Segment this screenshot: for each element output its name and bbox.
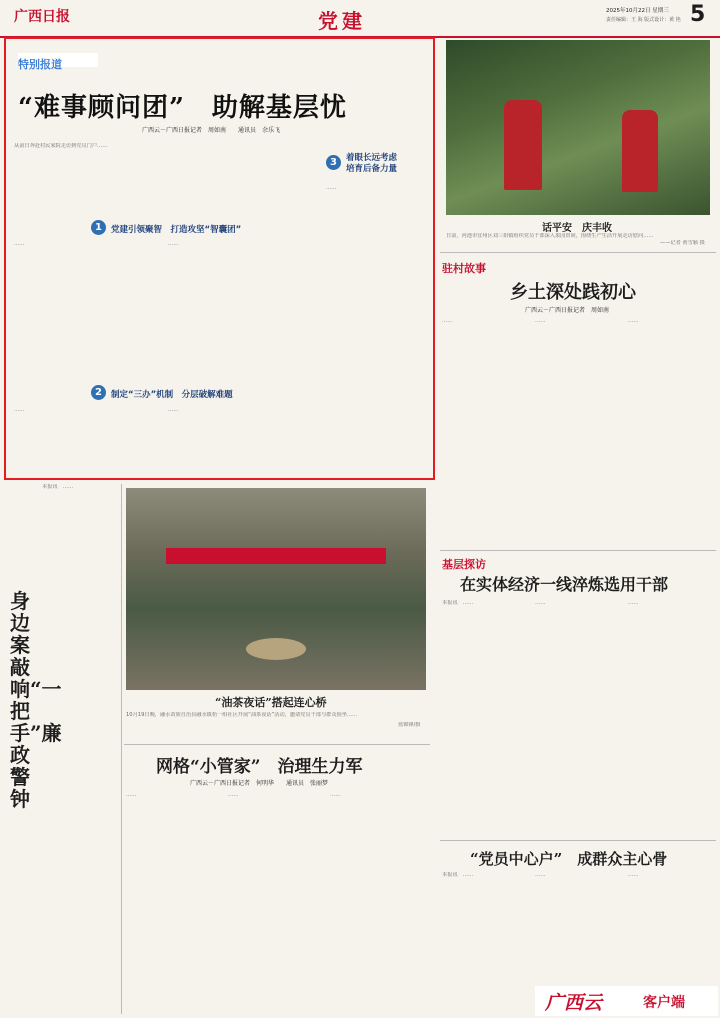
- masthead: [0, 0, 720, 38]
- divider: [440, 550, 716, 551]
- story2-col3: ……: [628, 318, 639, 324]
- story2-byline: 广西云－广西日报记者 周如南: [525, 307, 610, 314]
- photo-banner: [166, 548, 386, 564]
- story5-headline: “党员中心户” 成群众主心骨: [470, 850, 668, 868]
- story4-col2: ……: [228, 792, 239, 798]
- subhead-2-number: 2: [91, 385, 106, 400]
- editors-line: 责任编辑：王 海 版式设计：黄 艳: [606, 17, 681, 23]
- story5-col1: 本报讯 ……: [442, 872, 474, 878]
- story4-col3: ……: [330, 792, 341, 798]
- photo-figure-2: [622, 110, 658, 192]
- subhead-3-number: 3: [326, 155, 341, 170]
- feature-article: [4, 37, 435, 480]
- side-text: 本报讯 ……: [42, 484, 74, 490]
- photo-oil-tea-talk: [126, 488, 426, 690]
- feature-col1-text: ……: [14, 241, 25, 247]
- story5-col3: ……: [628, 872, 639, 878]
- issue-date: 2025年10月22日 星期三: [606, 8, 669, 14]
- feature-tag-label: 特别报道: [18, 58, 62, 71]
- story2-col2: ……: [535, 318, 546, 324]
- feature-col5-text: ……: [326, 185, 337, 191]
- photo-farm-visit: [446, 40, 710, 215]
- story2-col1: ……: [442, 318, 453, 324]
- app-client-label: 客户端: [643, 995, 685, 1011]
- app-brand: 广西云: [545, 992, 603, 1014]
- story3-tag: 基层探访: [442, 558, 486, 571]
- divider: [440, 252, 716, 253]
- photo1-desc: 日前，河池市宜州区刘三姐镇组织党员干部深入果园田间，围绕生产生活开展走访慰问……: [446, 233, 654, 239]
- subhead-1-number: 1: [91, 220, 106, 235]
- feature-col3-text: ……: [14, 407, 25, 413]
- story2-headline: 乡土深处践初心: [510, 282, 636, 303]
- masthead-logo: 广西日报: [14, 9, 70, 25]
- photo2-credit: 蓝锦锋/摄: [398, 722, 421, 728]
- feature-byline: 广西云－广西日报记者 周如南 通讯员 余乐飞: [142, 127, 281, 134]
- story2-tag: 驻村故事: [442, 262, 486, 275]
- photo2-desc: 10月19日晚，融水苗族自治县融水镇梧一组社区开展“油茶夜话”活动，邀请党员干部与群众围坐……: [126, 712, 358, 718]
- feature-tag: [18, 53, 98, 71]
- story4-byline: 广西云－广西日报记者 何明华 通讯员 张丽梦: [190, 780, 329, 787]
- subhead-2: 制定“三办”机制 分层破解难题: [111, 390, 233, 400]
- story4-col1: ……: [126, 792, 137, 798]
- story3-col3: ……: [628, 600, 639, 606]
- feature-col4-text: ……: [168, 407, 179, 413]
- divider: [121, 484, 122, 1014]
- divider: [124, 744, 430, 745]
- subhead-3: 着眼长远考虑 培育后备力量: [346, 153, 398, 174]
- photo2-caption: “油茶夜话”搭起连心桥: [215, 696, 327, 709]
- photo1-caption: 话平安 庆丰收: [542, 223, 612, 234]
- story3-headline: 在实体经济一线淬炼选用干部: [460, 575, 669, 594]
- photo1-credit: ——记者 黄雪颖 摄: [660, 240, 705, 246]
- app-promo[interactable]: [535, 986, 718, 1016]
- photo-figure-1: [504, 100, 542, 190]
- subhead-1: 党建引领聚智 打造攻坚“智囊团”: [111, 225, 242, 235]
- divider: [440, 840, 716, 841]
- section-title: 党建: [318, 9, 366, 33]
- story3-col1: 本报讯 ……: [442, 600, 474, 606]
- side-headline: 身边案敲响“一把手”廉政警钟: [10, 589, 62, 811]
- feature-headline: “难事顾问团” 助解基层忧: [18, 93, 347, 123]
- story5-col2: ……: [535, 872, 546, 878]
- story4-headline: 网格“小管家” 治理生力军: [156, 757, 363, 777]
- feature-lead-text: 从前日奔赴村民家院走访到党员门户……: [14, 143, 108, 149]
- photo-table: [246, 638, 306, 660]
- story3-col2: ……: [535, 600, 546, 606]
- page-number: 5: [690, 2, 706, 27]
- feature-col2-text: ……: [168, 241, 179, 247]
